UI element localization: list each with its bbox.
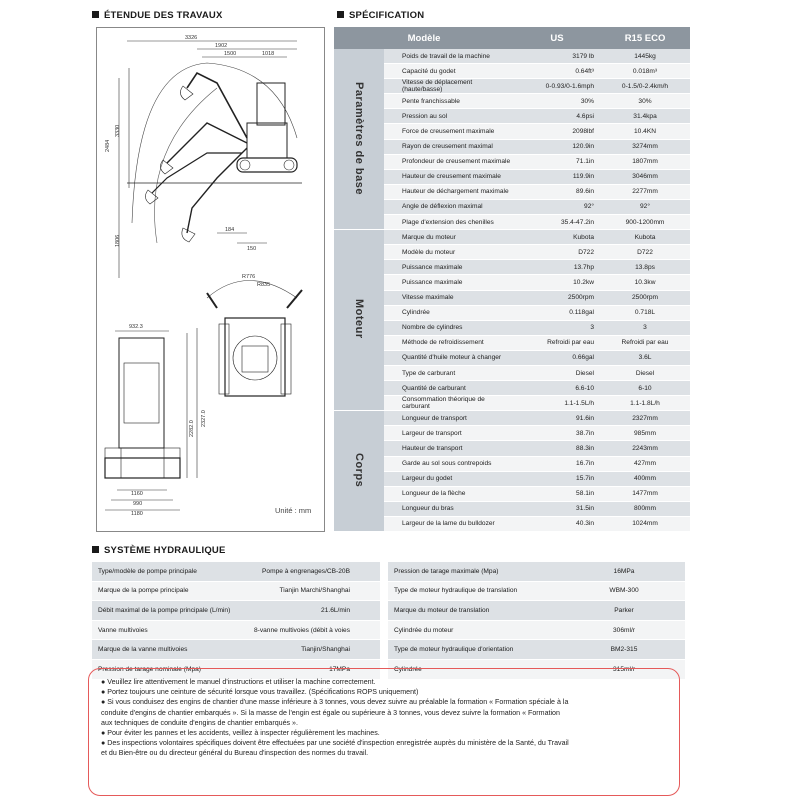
spec-cell-eco: 10.4KN xyxy=(600,124,690,139)
dim-990: 990 xyxy=(133,501,143,507)
spec-cell-eco: 2500rpm xyxy=(600,290,690,305)
hydraulic-value: BM2-315 xyxy=(563,640,685,660)
hydraulic-title-text: SYSTÈME HYDRAULIQUE xyxy=(104,545,226,556)
dim-3330: 3330 xyxy=(115,124,121,137)
spec-cell-eco: 6-10 xyxy=(600,381,690,396)
square-bullet-icon xyxy=(92,11,99,18)
hydraulic-label: Pression de tarage nominale (Mpa) xyxy=(92,659,242,679)
hydraulic-value: 17MPa xyxy=(242,659,380,679)
hydraulic-label: Type/modèle de pompe principale xyxy=(92,562,242,581)
spec-cell-us: 71.1in xyxy=(514,154,600,169)
spec-category-label: Paramètres de base xyxy=(353,81,365,195)
spec-title-text: SPÉCIFICATION xyxy=(349,10,425,21)
spec-row xyxy=(334,335,690,350)
spec-cell-label: Vitesse de déplacement (haute/basse) xyxy=(384,79,514,94)
spec-row xyxy=(334,169,690,184)
spec-cell-label: Quantité d'huile moteur à changer xyxy=(384,350,514,365)
hydraulic-label: Débit maximal de la pompe principale (L/min) xyxy=(92,601,242,621)
spec-row xyxy=(334,230,690,245)
hydraulic-value: 8-vanne multivoies (débit à voies xyxy=(242,620,380,640)
spec-cell-eco: 985mm xyxy=(600,426,690,441)
hydraulic-value: WBM-300 xyxy=(563,581,685,601)
spec-cell-us: Refroidi par eau xyxy=(514,335,600,350)
drawing-title-text: ÉTENDUE DES TRAVAUX xyxy=(104,10,223,21)
spec-cell-label: Rayon de creusement maximal xyxy=(384,139,514,154)
spec-row xyxy=(334,139,690,154)
spec-cell-label: Puissance maximale xyxy=(384,275,514,290)
spec-cell-us: 35.4-47.2in xyxy=(514,215,600,230)
spec-cell-us: 91.6in xyxy=(514,411,600,426)
hydraulic-row xyxy=(92,581,380,601)
dim-3326: 3326 xyxy=(185,35,198,41)
spec-cell-label: Méthode de refroidissement xyxy=(384,335,514,350)
spec-cell-label: Force de creusement maximale xyxy=(384,124,514,139)
hydraulic-table-right xyxy=(388,562,685,680)
spec-cell-us: 0.118gal xyxy=(514,305,600,320)
spec-category-label: Corps xyxy=(353,452,365,488)
dim-1160: 1160 xyxy=(131,491,143,497)
hydraulic-section-title xyxy=(92,545,226,556)
spec-cell-label: Poids de travail de la machine xyxy=(384,49,514,64)
header-eco: R15 ECO xyxy=(600,27,690,49)
spec-cell-us: 89.6in xyxy=(514,184,600,199)
spec-cell-eco: 1445kg xyxy=(600,49,690,64)
header-us: US xyxy=(514,27,600,49)
spec-cell-eco: Diesel xyxy=(600,365,690,380)
hydraulic-value: 315ml/r xyxy=(563,659,685,679)
header-model: Modèle xyxy=(334,27,514,49)
spec-cell-label: Longueur de transport xyxy=(384,411,514,426)
spec-row xyxy=(334,411,690,426)
spec-row xyxy=(334,396,690,411)
spec-row xyxy=(334,290,690,305)
spec-cell-us: 88.3in xyxy=(514,441,600,456)
hydraulic-table-left xyxy=(92,562,380,680)
spec-row xyxy=(334,441,690,456)
spec-cell-us: 119.9in xyxy=(514,169,600,184)
spec-cell-us: 40.3in xyxy=(514,516,600,531)
spec-cell-eco: 800mm xyxy=(600,501,690,516)
spec-cell-us: 92° xyxy=(514,199,600,214)
spec-row xyxy=(334,350,690,365)
spec-row xyxy=(334,260,690,275)
spec-cell-eco: 31.4kpa xyxy=(600,109,690,124)
spec-row xyxy=(334,486,690,501)
spec-cell-us: 0-0.93/0-1.6mph xyxy=(514,79,600,94)
spec-cell-us: 3179 lb xyxy=(514,49,600,64)
spec-cell-label: Hauteur de creusement maximale xyxy=(384,169,514,184)
excavator-technical-drawing xyxy=(97,28,324,531)
spec-cell-label: Modèle du moteur xyxy=(384,245,514,260)
dim-2327: 2327.0 xyxy=(201,410,207,427)
spec-cell-eco: 92° xyxy=(600,199,690,214)
spec-cell-label: Largeur du godet xyxy=(384,471,514,486)
spec-row xyxy=(334,320,690,335)
spec-row xyxy=(334,471,690,486)
hydraulic-row xyxy=(388,601,685,621)
spec-cell-label: Nombre de cylindres xyxy=(384,320,514,335)
spec-cell-us: 120.9in xyxy=(514,139,600,154)
spec-cell-label: Longueur de la flèche xyxy=(384,486,514,501)
note-line: ● Portez toujours une ceinture de sécurité lorsque vous travaillez. (Spécifications ROPS uniquement) xyxy=(101,688,419,697)
spec-cell-label: Largeur de transport xyxy=(384,426,514,441)
spec-cell-us: 13.7hp xyxy=(514,260,600,275)
spec-cell-eco: 3046mm xyxy=(600,169,690,184)
spec-cell-label: Type de carburant xyxy=(384,365,514,380)
drawing-section-title xyxy=(92,10,223,21)
spec-cell-us: 38.7in xyxy=(514,426,600,441)
hydraulic-row xyxy=(92,562,380,581)
dim-932: 932.3 xyxy=(129,324,143,330)
spec-cell-label: Pente franchissable xyxy=(384,94,514,109)
spec-row xyxy=(334,184,690,199)
spec-category xyxy=(334,49,384,230)
spec-row xyxy=(334,501,690,516)
hydraulic-value: Tianjin Marchi/Shanghai xyxy=(242,581,380,601)
spec-cell-eco: Kubota xyxy=(600,230,690,245)
spec-section-title xyxy=(337,10,424,21)
spec-cell-us: 15.7in xyxy=(514,471,600,486)
dim-184: 184 xyxy=(225,227,235,233)
dim-r776: R776 xyxy=(242,274,256,280)
note-line: ● Pour éviter les pannes et les accidents, veillez à inspecter régulièrement les machines. xyxy=(101,729,380,738)
spec-body xyxy=(334,49,690,532)
dim-2282: 2282.0 xyxy=(189,420,195,437)
spec-row xyxy=(334,199,690,214)
square-bullet-icon xyxy=(92,546,99,553)
hydraulic-row xyxy=(92,601,380,621)
hydraulic-row xyxy=(388,640,685,660)
spec-cell-us: Diesel xyxy=(514,365,600,380)
spec-cell-label: Capacité du godet xyxy=(384,64,514,79)
spec-cell-label: Vitesse maximale xyxy=(384,290,514,305)
spec-row xyxy=(334,381,690,396)
spec-cell-us: 2098lbf xyxy=(514,124,600,139)
spec-cell-eco: 2243mm xyxy=(600,441,690,456)
note-line: conduite d'engins de chantier embarqués ». Si la masse de l'engin est égale ou supérieure à 3 tonnes, vous devez suivre la formation « Formation xyxy=(101,708,560,717)
spec-cell-label: Marque du moteur xyxy=(384,230,514,245)
spec-row xyxy=(334,64,690,79)
dim-1500: 1500 xyxy=(224,51,237,57)
spec-cell-eco: 1.1-1.8L/h xyxy=(600,396,690,411)
spec-cell-label: Profondeur de creusement maximale xyxy=(384,154,514,169)
spec-cell-eco: 1807mm xyxy=(600,154,690,169)
spec-cell-label: Plage d'extension des chenilles xyxy=(384,215,514,230)
spec-row xyxy=(334,215,690,230)
spec-cell-eco: 900-1200mm xyxy=(600,215,690,230)
spec-cell-eco: 0-1.5/0-2.4km/h xyxy=(600,79,690,94)
spec-cell-eco: 0.718L xyxy=(600,305,690,320)
spec-cell-label: Cylindrée xyxy=(384,305,514,320)
hydraulic-label: Type de moteur hydraulique d'orientation xyxy=(388,640,563,660)
spec-cell-eco: 13.8ps xyxy=(600,260,690,275)
hydraulic-label: Marque du moteur de translation xyxy=(388,601,563,621)
spec-cell-eco: 1477mm xyxy=(600,486,690,501)
spec-cell-eco: Refroidi par eau xyxy=(600,335,690,350)
note-line: ● Veuillez lire attentivement le manuel d'instructions et utiliser la machine correctement. xyxy=(101,678,376,686)
spec-cell-us: 31.5in xyxy=(514,501,600,516)
spec-cell-label: Puissance maximale xyxy=(384,260,514,275)
hydraulic-value: 21.6L/min xyxy=(242,601,380,621)
spec-cell-eco: 0.018m³ xyxy=(600,64,690,79)
square-bullet-icon xyxy=(337,11,344,18)
spec-cell-label: Largeur de la lame du bulldozer xyxy=(384,516,514,531)
spec-row xyxy=(334,109,690,124)
note-line: et du Bien-être ou du directeur général du Bureau d'inspection des normes du travail. xyxy=(101,749,369,758)
spec-cell-eco: 3.6L xyxy=(600,350,690,365)
spec-category-label: Moteur xyxy=(353,299,365,340)
hydraulic-row xyxy=(92,640,380,660)
hydraulic-value: 16MPa xyxy=(563,562,685,581)
spec-row xyxy=(334,305,690,320)
spec-cell-label: Hauteur de déchargement maximale xyxy=(384,184,514,199)
spec-cell-label: Pression au sol xyxy=(384,109,514,124)
hydraulic-label: Pression de tarage maximale (Mpa) xyxy=(388,562,563,581)
spec-cell-us: D722 xyxy=(514,245,600,260)
spec-cell-us: 6.6-10 xyxy=(514,381,600,396)
spec-cell-eco: 3274mm xyxy=(600,139,690,154)
spec-cell-us: 3 xyxy=(514,320,600,335)
spec-cell-eco: 427mm xyxy=(600,456,690,471)
spec-row xyxy=(334,456,690,471)
spec-cell-us: 16.7in xyxy=(514,456,600,471)
hydraulic-value: Tianjin/Shanghai xyxy=(242,640,380,660)
hydraulic-value: Parker xyxy=(563,601,685,621)
spec-cell-us: 58.1in xyxy=(514,486,600,501)
note-line: ● Si vous conduisez des engins de chantier d'une masse inférieure à 3 tonnes, vous devez suivre au préalable la formation « Formation spéciale à la xyxy=(101,698,569,707)
spec-row xyxy=(334,516,690,531)
spec-row xyxy=(334,154,690,169)
spec-row xyxy=(334,79,690,94)
note-line: ● Des inspections volontaires spécifiques doivent être effectuées par une société d'inspection enregistrée auprès du ministère de la Santé, du Travail xyxy=(101,739,569,748)
spec-cell-us: Kubota xyxy=(514,230,600,245)
hydraulic-value: 306ml/r xyxy=(563,620,685,640)
note-line: aux techniques de conduite d'engins de chantier embarqués ». xyxy=(101,718,298,727)
spec-cell-us: 1.1-1.5L/h xyxy=(514,396,600,411)
dim-1180: 1180 xyxy=(131,511,143,517)
hydraulic-label: Cylindrée du moteur xyxy=(388,620,563,640)
spec-cell-eco: 3 xyxy=(600,320,690,335)
dim-1018: 1018 xyxy=(262,51,275,57)
spec-row xyxy=(334,245,690,260)
spec-cell-eco: 1024mm xyxy=(600,516,690,531)
dim-2484: 2484 xyxy=(105,139,111,152)
spec-cell-us: 4.6psi xyxy=(514,109,600,124)
spec-cell-eco: 2327mm xyxy=(600,411,690,426)
hydraulic-row xyxy=(388,562,685,581)
hydraulic-label: Marque de la vanne multivoies xyxy=(92,640,242,660)
spec-cell-label: Consommation théorique de carburant xyxy=(384,396,514,411)
hydraulic-value: Pompe à engrenages/CB-20B xyxy=(242,562,380,581)
work-range-drawing xyxy=(96,27,325,532)
spec-row xyxy=(334,49,690,64)
hydraulic-label: Cylindrée xyxy=(388,659,563,679)
spec-category xyxy=(334,411,384,532)
spec-row xyxy=(334,94,690,109)
hydraulic-row xyxy=(92,620,380,640)
spec-cell-label: Garde au sol sous contrepoids xyxy=(384,456,514,471)
hydraulic-label: Type de moteur hydraulique de translation xyxy=(388,581,563,601)
spec-cell-us: 0.64ft³ xyxy=(514,64,600,79)
spec-cell-label: Angle de déflexion maximal xyxy=(384,199,514,214)
spec-cell-label: Longueur du bras xyxy=(384,501,514,516)
hydraulic-label: Marque de la pompe principale xyxy=(92,581,242,601)
spec-cell-us: 2500rpm xyxy=(514,290,600,305)
hydraulic-row xyxy=(388,620,685,640)
spec-cell-eco: 10.3kw xyxy=(600,275,690,290)
hydraulic-label: Vanne multivoies xyxy=(92,620,242,640)
dim-1902: 1902 xyxy=(215,43,228,49)
spec-cell-label: Quantité de carburant xyxy=(384,381,514,396)
spec-cell-eco: 30% xyxy=(600,94,690,109)
unit-note: Unité : mm xyxy=(275,506,312,515)
spec-cell-label: Hauteur de transport xyxy=(384,441,514,456)
spec-row xyxy=(334,426,690,441)
spec-cell-eco: D722 xyxy=(600,245,690,260)
spec-header-row xyxy=(334,27,690,49)
safety-notes-box xyxy=(88,668,680,796)
spec-cell-us: 10.2kw xyxy=(514,275,600,290)
spec-row xyxy=(334,124,690,139)
spec-cell-us: 0.66gal xyxy=(514,350,600,365)
hydraulic-row xyxy=(388,581,685,601)
spec-cell-eco: 2277mm xyxy=(600,184,690,199)
spec-cell-eco: 400mm xyxy=(600,471,690,486)
dim-r835: R835 xyxy=(257,282,271,288)
dim-1806: 1806 xyxy=(115,234,121,247)
spec-cell-us: 30% xyxy=(514,94,600,109)
spec-category xyxy=(334,230,384,411)
dim-150: 150 xyxy=(247,246,257,252)
spec-row xyxy=(334,365,690,380)
spec-row xyxy=(334,275,690,290)
spec-table xyxy=(334,27,690,532)
